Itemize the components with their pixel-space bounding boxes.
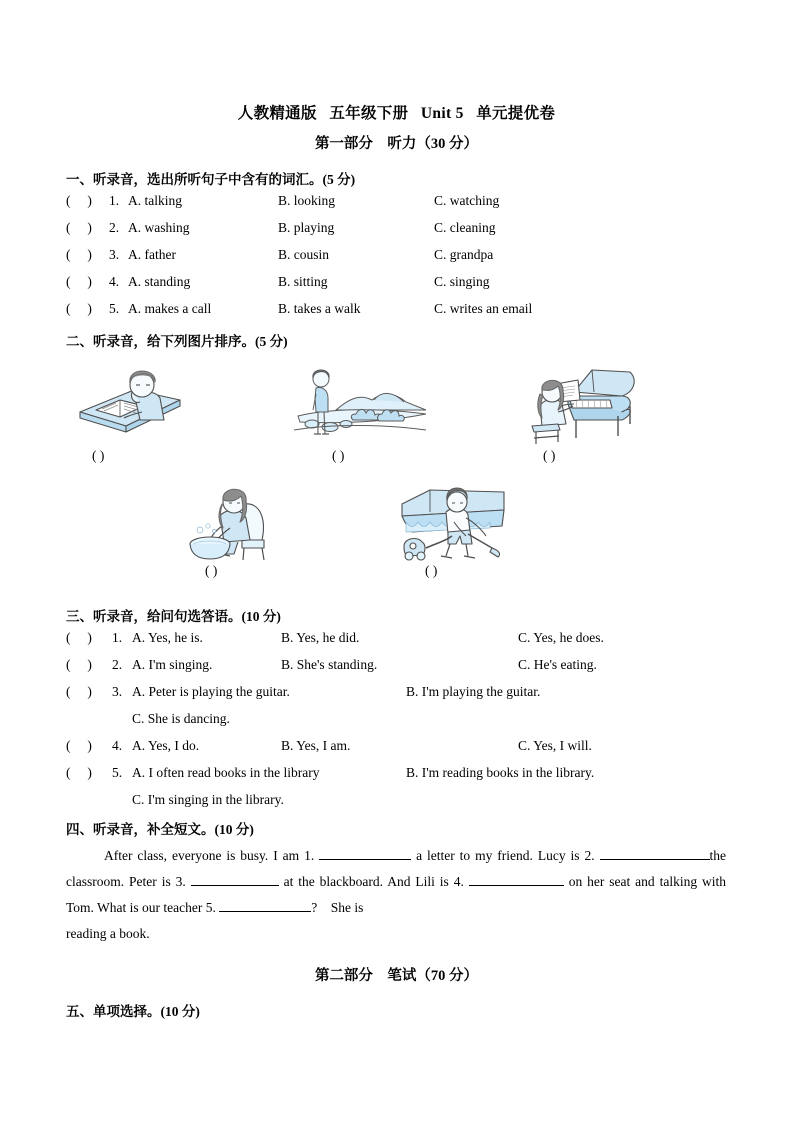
- picture-girl-playing-piano: [518, 366, 643, 448]
- item-number: 1.: [109, 193, 120, 208]
- option-b[interactable]: B. Yes, he did.: [281, 630, 360, 645]
- cloze-text-1: After class, everyone is busy. I am 1.: [104, 848, 315, 863]
- cloze-paragraph: [66, 843, 726, 921]
- item-number: 4.: [109, 274, 120, 289]
- section-five-heading: 五、单项选择。(10 分): [66, 1004, 200, 1019]
- item-number: 3.: [109, 247, 120, 262]
- cloze-paragraph-tail: reading a book.: [66, 926, 150, 941]
- title-grade: 五年级下册: [329, 105, 409, 122]
- item-number: 4.: [112, 738, 123, 753]
- option-c[interactable]: C. watching: [434, 193, 500, 208]
- option-a[interactable]: A. I'm singing.: [132, 657, 213, 672]
- title-suffix: 单元提优卷: [476, 105, 556, 122]
- picture-girl-washing-clothes: [186, 482, 296, 564]
- option-c[interactable]: C. Yes, he does.: [518, 630, 604, 645]
- picture-person-by-river: [290, 368, 430, 448]
- option-a[interactable]: A. talking: [128, 193, 182, 208]
- cloze-text-6: ? She is: [311, 900, 364, 915]
- cloze-blank-4[interactable]: [469, 885, 564, 886]
- answer-bracket[interactable]: ( ): [66, 765, 92, 780]
- picture-5-answer-bracket[interactable]: ( ): [425, 563, 438, 578]
- answer-bracket[interactable]: ( ): [66, 684, 92, 699]
- answer-bracket[interactable]: ( ): [66, 301, 92, 316]
- option-a[interactable]: A. Yes, I do.: [132, 738, 200, 753]
- section-two-heading: 二、听录音，给下列图片排序。(5 分): [66, 334, 288, 349]
- option-b[interactable]: B. looking: [278, 193, 336, 208]
- picture-1-answer-bracket[interactable]: ( ): [92, 448, 105, 463]
- option-a[interactable]: A. Yes, he is.: [132, 630, 203, 645]
- picture-boy-vacuuming: [396, 482, 514, 564]
- cloze-blank-5[interactable]: [219, 911, 311, 912]
- option-c[interactable]: C. I'm singing in the library.: [132, 792, 284, 807]
- item-number: 5.: [109, 301, 120, 316]
- cloze-text-5: on her seat and talking with Tom. What is our teacher 5.: [66, 874, 727, 915]
- item-number: 2.: [109, 220, 120, 235]
- option-a[interactable]: A. standing: [128, 274, 191, 289]
- picture-4-answer-bracket[interactable]: ( ): [205, 563, 218, 578]
- option-a[interactable]: A. father: [128, 247, 176, 262]
- answer-bracket[interactable]: ( ): [66, 274, 92, 289]
- section-one-heading: 一、听录音，选出所听句子中含有的词汇。(5 分): [66, 172, 356, 187]
- answer-bracket[interactable]: ( ): [66, 738, 92, 753]
- option-c[interactable]: C. He's eating.: [518, 657, 597, 672]
- option-c[interactable]: C. grandpa: [434, 247, 494, 262]
- option-c[interactable]: C. singing: [434, 274, 490, 289]
- option-b[interactable]: B. Yes, I am.: [281, 738, 351, 753]
- option-b[interactable]: B. sitting: [278, 274, 328, 289]
- part-one-heading: 第一部分 听力（30 分）: [314, 136, 479, 152]
- answer-bracket[interactable]: ( ): [66, 247, 92, 262]
- option-b[interactable]: B. playing: [278, 220, 335, 235]
- option-b[interactable]: B. I'm reading books in the library.: [406, 765, 595, 780]
- item-number: 1.: [112, 630, 123, 645]
- part-two-heading: 第二部分 笔试（70 分）: [314, 968, 479, 984]
- option-b[interactable]: B. She's standing.: [281, 657, 378, 672]
- option-b[interactable]: B. takes a walk: [278, 301, 361, 316]
- picture-3-answer-bracket[interactable]: ( ): [543, 448, 556, 463]
- option-c[interactable]: C. Yes, I will.: [518, 738, 592, 753]
- option-b[interactable]: B. I'm playing the guitar.: [406, 684, 541, 699]
- item-number: 2.: [112, 657, 123, 672]
- answer-bracket[interactable]: ( ): [66, 630, 92, 645]
- page-title: [0, 101, 793, 123]
- cloze-text-4: at the blackboard. And Lili is 4.: [283, 874, 464, 889]
- answer-bracket[interactable]: ( ): [66, 193, 92, 208]
- item-number: 5.: [112, 765, 123, 780]
- option-c[interactable]: C. She is dancing.: [132, 711, 230, 726]
- answer-bracket[interactable]: ( ): [66, 220, 92, 235]
- title-unit: Unit 5: [420, 105, 464, 122]
- title-publisher: 人教精通版: [237, 105, 317, 122]
- option-a[interactable]: A. I often read books in the library: [132, 765, 320, 780]
- option-b[interactable]: B. cousin: [278, 247, 330, 262]
- option-a[interactable]: A. makes a call: [128, 301, 212, 316]
- section-three-heading: 三、听录音，给问句选答语。(10 分): [66, 609, 281, 624]
- option-a[interactable]: A. Peter is playing the guitar.: [132, 684, 290, 699]
- picture-boy-reading-at-desk: [72, 368, 190, 448]
- section-four-heading: 四、听录音，补全短文。(10 分): [66, 822, 254, 837]
- option-c[interactable]: C. cleaning: [434, 220, 496, 235]
- cloze-blank-1[interactable]: [319, 859, 411, 860]
- item-number: 3.: [112, 684, 123, 699]
- cloze-passage: [66, 843, 726, 947]
- cloze-text-3: the classroom. Peter is 3.: [66, 848, 727, 889]
- cloze-blank-2[interactable]: [600, 859, 710, 860]
- cloze-blank-3[interactable]: [191, 885, 279, 886]
- option-c[interactable]: C. writes an email: [434, 301, 533, 316]
- cloze-text-2: a letter to my friend. Lucy is 2.: [416, 848, 595, 863]
- option-a[interactable]: A. washing: [128, 220, 190, 235]
- answer-bracket[interactable]: ( ): [66, 657, 92, 672]
- picture-2-answer-bracket[interactable]: ( ): [332, 448, 345, 463]
